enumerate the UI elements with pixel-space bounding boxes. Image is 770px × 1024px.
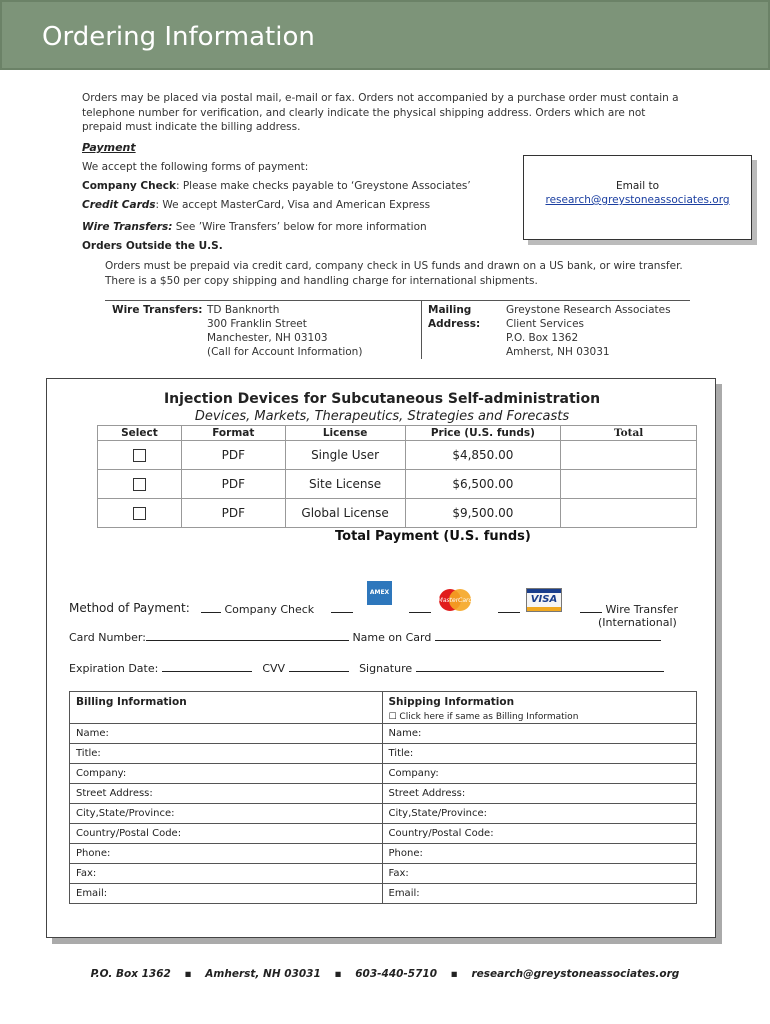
shipping-header-cell bbox=[382, 692, 697, 724]
accept-text: We accept the following forms of payment: bbox=[82, 161, 309, 173]
footer-separator: ▪ bbox=[334, 968, 342, 980]
billing-country-field[interactable]: Country/Postal Code: bbox=[70, 824, 383, 844]
format-cell: PDF bbox=[181, 441, 285, 470]
shipping-phone-field[interactable]: Phone: bbox=[382, 844, 697, 864]
company-check-line bbox=[82, 180, 471, 192]
mastercard-text: MasterCard bbox=[437, 597, 473, 604]
footer bbox=[0, 968, 770, 980]
shipping-title-field[interactable]: Title: bbox=[382, 744, 697, 764]
company-check-blank[interactable] bbox=[201, 602, 221, 613]
payment-heading: Payment bbox=[82, 141, 136, 154]
total-payment-label: Total Payment (U.S. funds) bbox=[335, 529, 531, 544]
credit-cards-text: : We accept MasterCard, Visa and American Express bbox=[155, 199, 431, 211]
total-cell[interactable] bbox=[561, 470, 697, 499]
mailing-label-line: Mailing bbox=[428, 304, 472, 316]
table-row bbox=[98, 499, 697, 528]
footer-separator: ▪ bbox=[184, 968, 192, 980]
header-banner bbox=[0, 0, 770, 70]
wire-transfers-line bbox=[82, 221, 427, 233]
expiration-label: Expiration Date: bbox=[69, 662, 159, 675]
card-number-label: Card Number: bbox=[69, 631, 146, 644]
amex-blank[interactable] bbox=[331, 602, 353, 616]
billing-name-field[interactable]: Name: bbox=[70, 724, 383, 744]
wire-transfer-blank[interactable] bbox=[580, 602, 602, 613]
same-as-billing-checkbox[interactable]: ☐ Click here if same as Billing Information bbox=[388, 712, 579, 722]
email-link[interactable]: research@greystoneassociates.org bbox=[545, 194, 730, 206]
wire-line: TD Banknorth bbox=[207, 304, 280, 316]
card-number-field[interactable] bbox=[146, 630, 349, 641]
col-total: Total bbox=[561, 426, 697, 441]
total-cell[interactable] bbox=[561, 499, 697, 528]
company-check-option[interactable] bbox=[201, 602, 314, 616]
page-title: Ordering Information bbox=[42, 22, 315, 52]
wire-label: Wire Transfers: bbox=[112, 304, 203, 316]
select-checkbox[interactable] bbox=[133, 507, 146, 520]
billing-fax-field[interactable]: Fax: bbox=[70, 864, 383, 884]
footer-separator: ▪ bbox=[450, 968, 458, 980]
orders-outside-label: Orders Outside the U.S. bbox=[82, 240, 223, 252]
outside-us-text: Orders must be prepaid via credit card, company check in US funds and drawn on a US bank, or wire transfer. There is a $50 per copy shipping and handling charge for international shipments. bbox=[105, 260, 683, 287]
visa-blank[interactable] bbox=[498, 602, 520, 616]
wire-transfers-label: Wire Transfers: bbox=[82, 221, 173, 233]
mailing-address bbox=[506, 303, 671, 359]
form-subtitle: Devices, Markets, Therapeutics, Strategies and Forecasts bbox=[194, 409, 570, 424]
billing-title-field[interactable]: Title: bbox=[70, 744, 383, 764]
shipping-company-field[interactable]: Company: bbox=[382, 764, 697, 784]
billing-street-field[interactable]: Street Address: bbox=[70, 784, 383, 804]
footer-phone: 603-440-5710 bbox=[355, 968, 438, 980]
wire-address bbox=[207, 303, 362, 359]
license-cell: Site License bbox=[285, 470, 405, 499]
shipping-city-field[interactable]: City,State/Province: bbox=[382, 804, 697, 824]
table-row bbox=[98, 470, 697, 499]
wire-line: (Call for Account Information) bbox=[207, 346, 363, 358]
intro-paragraph: Orders may be placed via postal mail, e-mail or fax. Orders not accompanied by a purchase order must contain a telephone number for verification, and clearly indicate the physical shipping address. Orders which are not prepaid must indicate the billing address. bbox=[82, 92, 679, 133]
credit-cards-line bbox=[82, 199, 430, 211]
table-header-row bbox=[98, 426, 697, 441]
email-label: Email to bbox=[615, 180, 659, 192]
shipping-email-field[interactable]: Email: bbox=[382, 884, 697, 904]
name-on-card-field[interactable] bbox=[435, 630, 661, 641]
mailing-line: P.O. Box 1362 bbox=[506, 332, 579, 344]
col-price: Price (U.S. funds) bbox=[405, 426, 561, 441]
mailing-label bbox=[428, 303, 480, 331]
mailing-line: Amherst, NH 03031 bbox=[506, 346, 610, 358]
wire-transfer-option-label: Wire Transfer bbox=[605, 603, 678, 616]
company-check-text: : Please make checks payable to ‘Greystone Associates’ bbox=[175, 180, 471, 192]
order-form bbox=[46, 378, 716, 938]
shipping-fax-field[interactable]: Fax: bbox=[382, 864, 697, 884]
format-cell: PDF bbox=[181, 499, 285, 528]
col-select: Select bbox=[98, 426, 182, 441]
col-license: License bbox=[285, 426, 405, 441]
wire-line: Manchester, NH 03103 bbox=[207, 332, 328, 344]
billing-company-field[interactable]: Company: bbox=[70, 764, 383, 784]
wire-transfer-option[interactable] bbox=[580, 602, 678, 616]
credit-cards-label: Credit Cards bbox=[82, 199, 156, 211]
footer-email[interactable]: research@greystoneassociates.org bbox=[471, 968, 680, 980]
footer-city: Amherst, NH 03031 bbox=[205, 968, 321, 980]
price-cell: $9,500.00 bbox=[405, 499, 561, 528]
footer-po-box: P.O. Box 1362 bbox=[90, 968, 171, 980]
select-checkbox[interactable] bbox=[133, 449, 146, 462]
format-cell: PDF bbox=[181, 470, 285, 499]
total-cell[interactable] bbox=[561, 441, 697, 470]
shipping-country-field[interactable]: Country/Postal Code: bbox=[382, 824, 697, 844]
international-label: (International) bbox=[598, 616, 677, 629]
form-title: Injection Devices for Subcutaneous Self-administration bbox=[163, 391, 601, 407]
mailing-line: Greystone Research Associates bbox=[506, 304, 671, 316]
email-box bbox=[523, 155, 752, 240]
mailing-line: Client Services bbox=[506, 318, 585, 330]
billing-phone-field[interactable]: Phone: bbox=[70, 844, 383, 864]
wire-transfers-text: See ’Wire Transfers’ below for more information bbox=[172, 221, 427, 233]
license-cell: Global License bbox=[285, 499, 405, 528]
amex-text: AMEX bbox=[369, 589, 390, 596]
billing-shipping-table bbox=[69, 691, 697, 904]
products-table bbox=[97, 425, 697, 528]
cvv-field[interactable] bbox=[289, 661, 349, 672]
billing-city-field[interactable]: City,State/Province: bbox=[70, 804, 383, 824]
expiration-field[interactable] bbox=[162, 661, 252, 672]
shipping-name-field[interactable]: Name: bbox=[382, 724, 697, 744]
mailing-label-line: Address: bbox=[428, 318, 481, 330]
billing-email-field[interactable]: Email: bbox=[70, 884, 383, 904]
visa-card-icon bbox=[526, 588, 562, 612]
shipping-street-field[interactable]: Street Address: bbox=[382, 784, 697, 804]
method-of-payment-label: Method of Payment: bbox=[69, 601, 190, 615]
price-cell: $6,500.00 bbox=[405, 470, 561, 499]
col-format: Format bbox=[181, 426, 285, 441]
company-check-label: Company Check bbox=[82, 180, 176, 192]
table-row bbox=[98, 441, 697, 470]
price-cell: $4,850.00 bbox=[405, 441, 561, 470]
wire-line: 300 Franklin Street bbox=[207, 318, 307, 330]
name-on-card-label: Name on Card bbox=[352, 631, 432, 644]
address-vertical-divider bbox=[421, 301, 422, 359]
card-number-line bbox=[69, 630, 661, 644]
amex-card-icon bbox=[367, 581, 392, 605]
address-divider bbox=[105, 300, 690, 301]
expiration-line bbox=[69, 661, 664, 675]
select-checkbox[interactable] bbox=[133, 478, 146, 491]
billing-header: Billing Information bbox=[70, 692, 383, 724]
mastercard-blank[interactable] bbox=[409, 602, 431, 616]
signature-label: Signature bbox=[359, 662, 413, 675]
signature-field[interactable] bbox=[416, 661, 664, 672]
mastercard-icon bbox=[437, 588, 473, 612]
cvv-label: CVV bbox=[262, 662, 286, 675]
visa-text: VISA bbox=[530, 594, 558, 605]
orders-outside-line bbox=[82, 240, 223, 252]
company-check-option-label: Company Check bbox=[224, 603, 315, 616]
shipping-header: Shipping Information bbox=[388, 696, 515, 708]
license-cell: Single User bbox=[285, 441, 405, 470]
